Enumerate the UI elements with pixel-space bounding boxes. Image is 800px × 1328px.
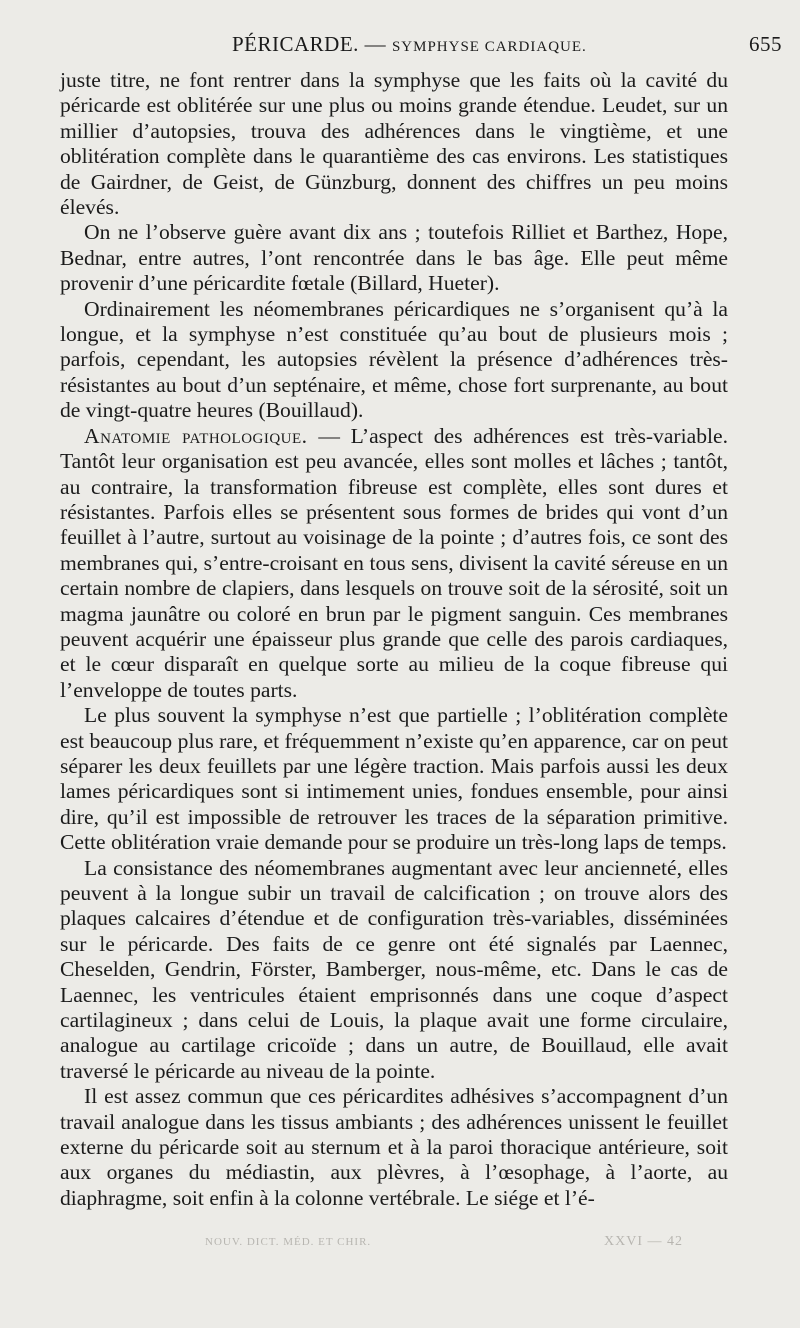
page-number: 655 (749, 32, 782, 56)
running-title-main: PÉRICARDE. — (232, 32, 392, 56)
paragraph-4-text: — L’aspect des adhérences est très-variable. Tantôt leur organisation est peu avancée, elles sont molles et lâches ; tantôt, au contraire, la transformation fibreuse est complète, elles sont dures et résistantes. Parfois elles se présentent sous formes de brides qui vont d’un feuillet à l’autre, surtout au voisinage de la pointe ; d’autres fois, ce sont des membranes qui, s’entre-croisant en tous sens, divisent la cavité séreuse en un certain nombre de clapiers, dans lesquels on trouve soit de la sérosité, soit un magma jaunâtre ou coloré en brun par le pigment sanguin. Ces membranes peuvent acquérir une épaisseur plus grande que celle des parois cardiaques, et le cœur disparaît en quelque sorte au milieu de la coque fibreuse qui l’enveloppe de toutes parts. (60, 423, 728, 702)
section-heading: Anatomie pathologique. (84, 423, 308, 448)
paragraph-1: juste titre, ne font rentrer dans la symphyse que les faits où la cavité du péricarde est oblitérée sur une plus ou moins grande étendue. Leudet, sur un millier d’autopsies, trouva des adhérences dans le vingtième, et une oblitération complète dans le quarantième des cas environs. Les statistiques de Gairdner, de Geist, de Günzburg, donnent des chiffres un peu moins élevés. (60, 68, 728, 220)
footer-signature: NOUV. DICT. MÉD. ET CHIR. (205, 1236, 372, 1248)
running-title (232, 32, 587, 57)
paragraph-7: Il est assez commun que ces péricardites adhésives s’accompagnent d’un travail analogue dans les tissus ambiants ; des adhérences unissent le feuillet externe du péricarde soit au sternum et à la paroi thoracique antérieure, soit aux organes du médiastin, aux plèvres, à l’œsophage, à l’aorte, au diaphragme, soit enfin à la colonne vertébrale. Le siége et l’é- (60, 1084, 728, 1210)
paragraph-6: La consistance des néomembranes augmentant avec leur ancienneté, elles peuvent à la longue subir un travail de calcification ; on trouve alors des plaques calcaires d’étendue et de configuration très-variables, disséminées sur le péricarde. Des faits de ce genre ont été signalés par Laennec, Cheselden, Gendrin, Förster, Bamberger, nous-même, etc. Dans le cas de Laennec, les ventricules étaient emprisonnés dans une coque d’aspect cartilagineux ; dans celui de Louis, la plaque avait une forme circulaire, analogue au cartilage cricoïde ; dans un autre, de Bouillaud, elle avait traversé le péricarde au niveau de la pointe. (60, 855, 728, 1083)
running-head (62, 32, 782, 62)
footer-volume: XXVI — 42 (604, 1234, 683, 1249)
running-title-sub: SYMPHYSE CARDIAQUE. (391, 39, 587, 55)
paragraph-3: Ordinairement les néomembranes péricardiques ne s’organisent qu’à la longue, et la symphyse n’est constituée qu’au bout de plusieurs mois ; parfois, cependant, les autopsies révèlent la présence d’adhérences très-résistantes au bout d’un septénaire, et même, chose fort surprenante, au bout de vingt-quatre heures (Bouillaud). (60, 296, 728, 423)
footer (0, 1232, 800, 1272)
body-text (60, 68, 728, 1211)
paragraph-2: On ne l’observe guère avant dix ans ; toutefois Rilliet et Barthez, Hope, Bednar, entre autres, l’ont rencontrée dans le bas âge. Elle peut même provenir d’une péricardite fœtale (Billard, Hueter). (60, 220, 728, 296)
paragraph-5: Le plus souvent la symphyse n’est que partielle ; l’oblitération complète est beaucoup plus rare, et fréquemment n’existe qu’en apparence, car on peut séparer les deux feuillets par une légère traction. Mais parfois aussi les deux lames péricardiques sont si intimement unies, fondues ensemble, pour ainsi dire, qu’il est impossible de retrouver les traces de la séparation primitive. Cette oblitération vraie demande pour se produire un très-long laps de temps. (60, 703, 728, 855)
paragraph-4 (60, 424, 728, 703)
